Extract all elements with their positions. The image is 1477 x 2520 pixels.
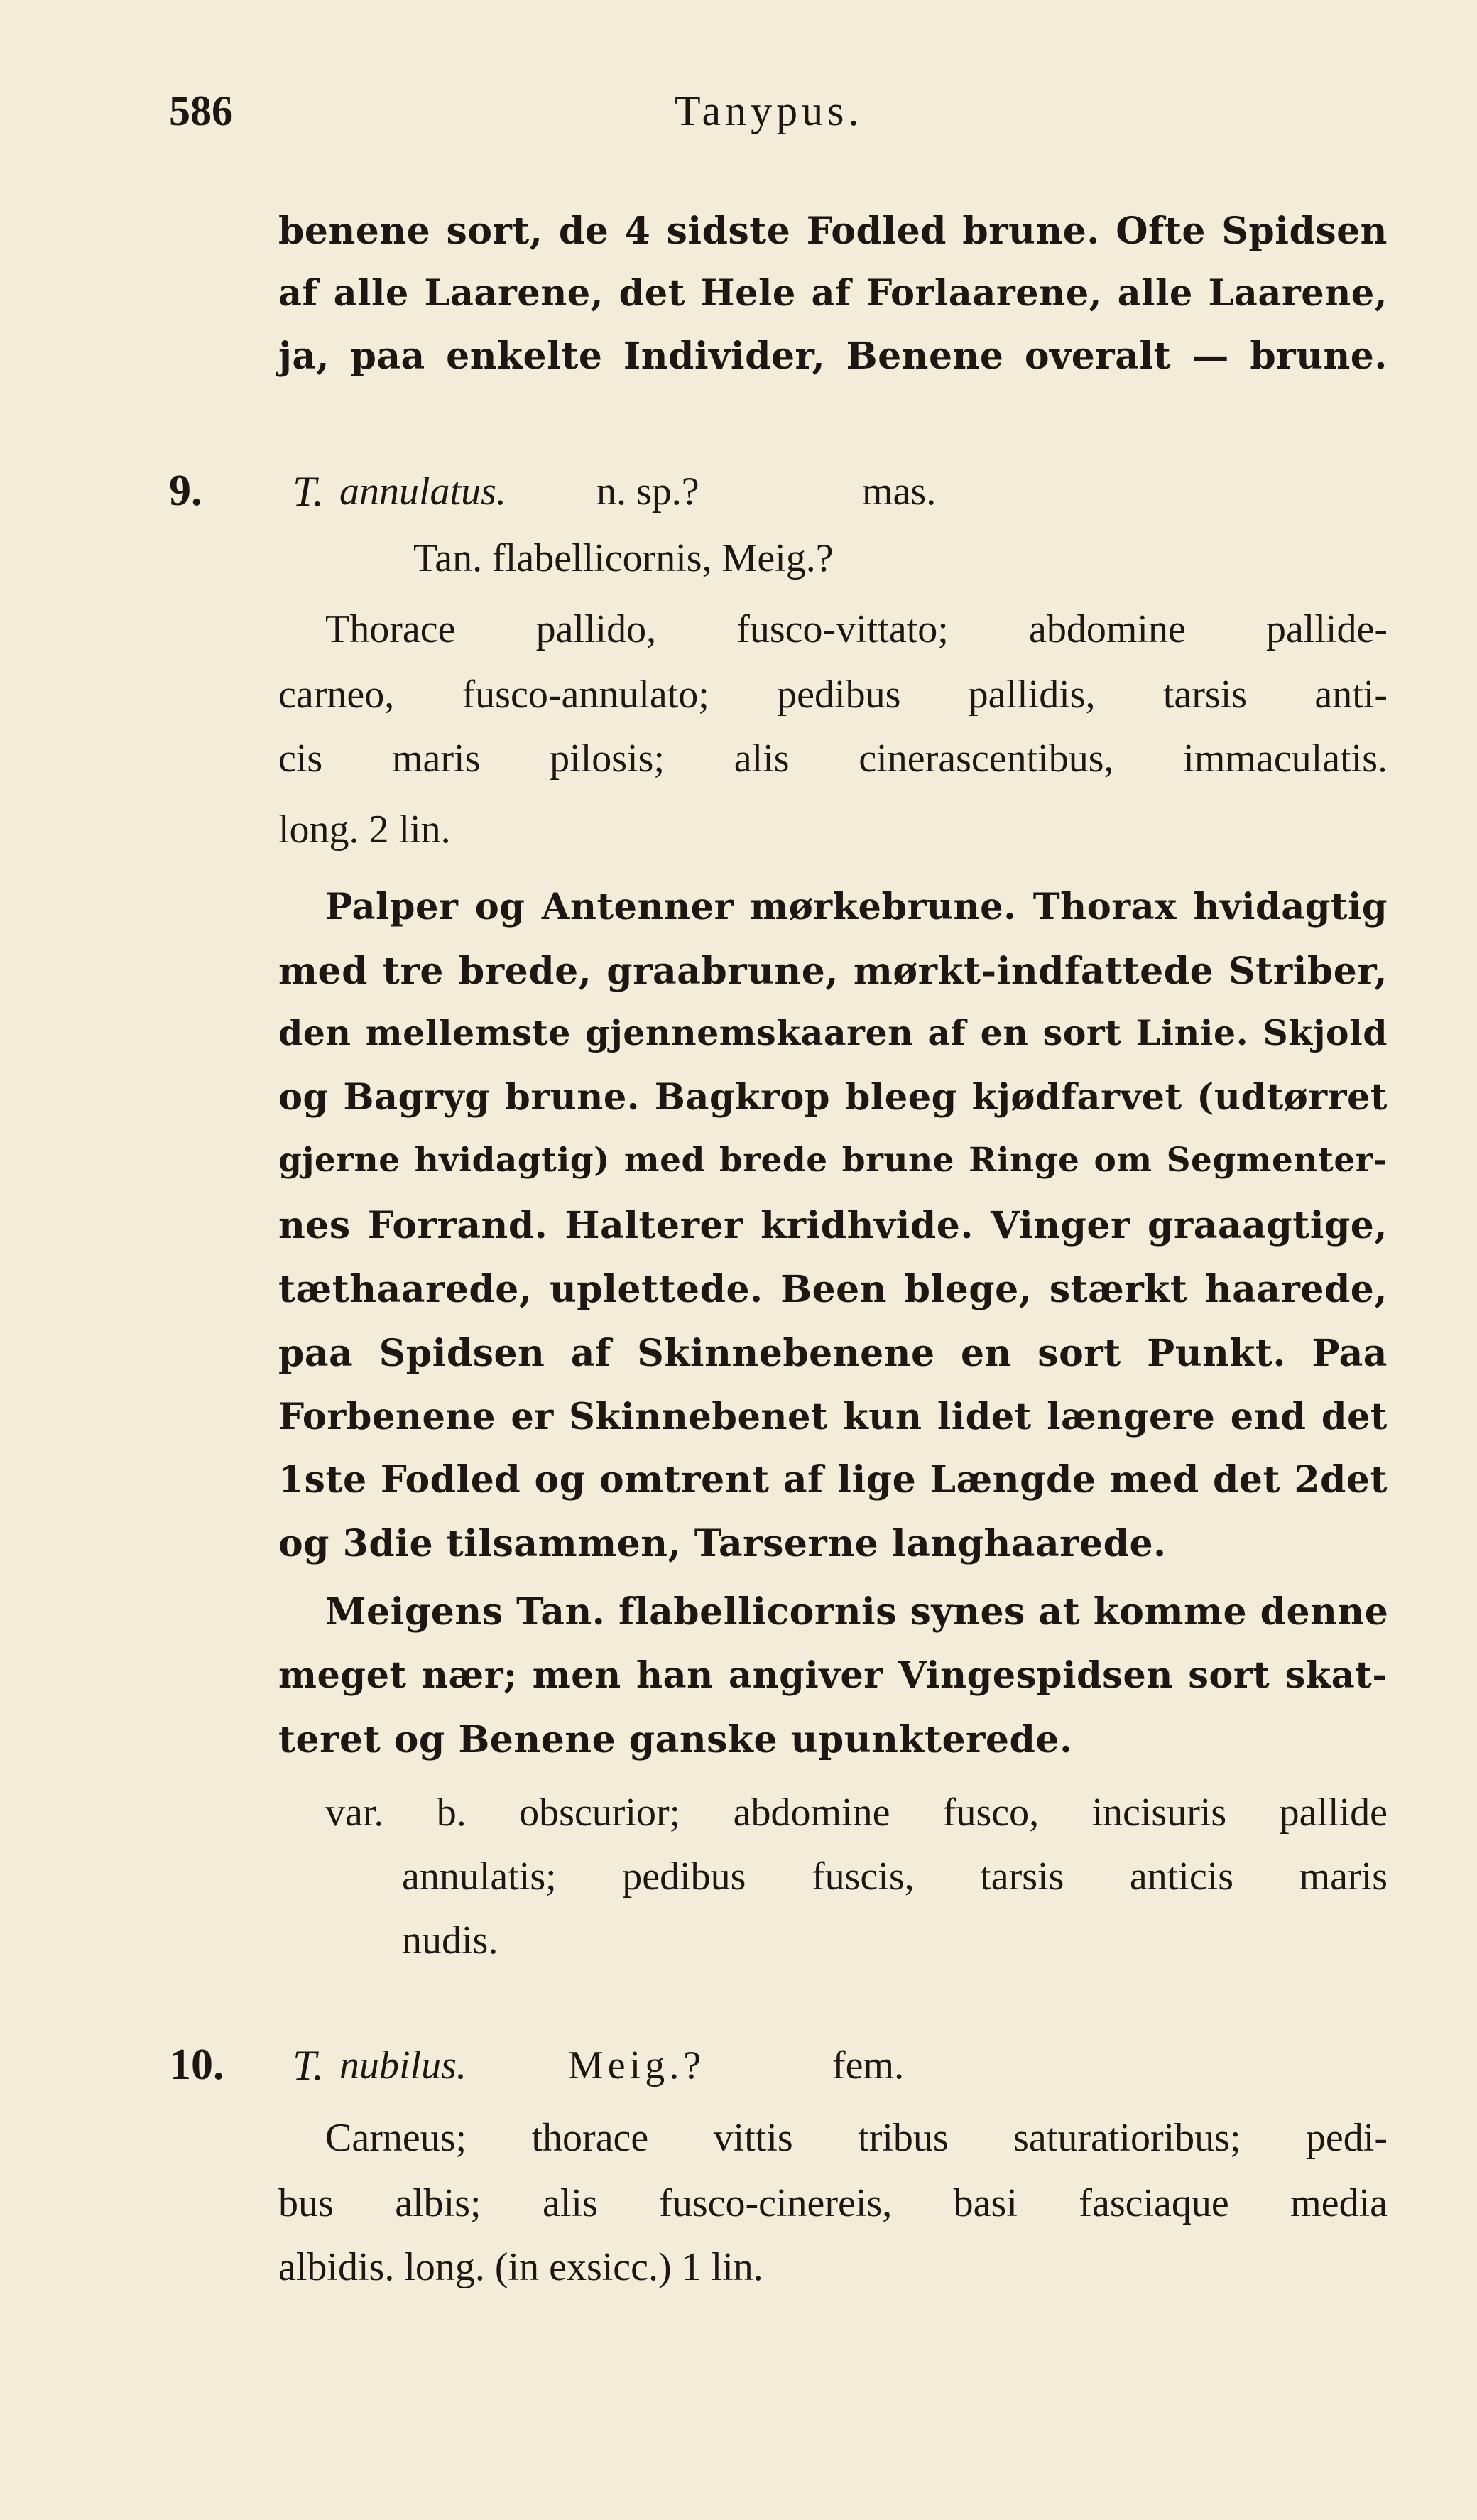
sex-label: fem. <box>832 2043 905 2087</box>
text-line: benene sort, de 4 sidste Fodled brune. Ofte Spidsen <box>278 210 1388 253</box>
sex-label: mas. <box>862 469 937 514</box>
description-line: paa Spidsen af Skinnebenene en sort Punkt. Paa <box>278 1332 1388 1375</box>
entry-number: 9. <box>169 467 202 515</box>
description-line: tæthaarede, uplettede. Been blege, stærkt haarede, <box>278 1268 1388 1311</box>
diagnosis-line: long. 2 lin. <box>278 808 451 852</box>
remark-line: meget nær; men han angiver Vingespidsen sort skat- <box>278 1654 1388 1697</box>
diagnosis-line: bus albis; alis fusco-cinereis, basi fasciaque media <box>278 2181 1388 2225</box>
description-line: Forbenene er Skinnebenet kun lidet længere end det <box>278 1396 1388 1438</box>
genus-abbrev: T. <box>293 2042 324 2089</box>
diagnosis-line: albidis. long. (in exsicc.) 1 lin. <box>278 2245 763 2289</box>
text-line: ja, paa enkelte Individer, Benene overalt — brune. <box>278 335 1388 378</box>
description-line: gjerne hvidagtig) med brede brune Ringe om Segmenter- <box>278 1141 1388 1180</box>
description-line: Palper og Antenner mørkebrune. Thorax hvidagtig <box>325 886 1388 928</box>
diagnosis-line: Thorace pallido, fusco-vittato; abdomine pallide- <box>325 607 1388 651</box>
description-line: nes Forrand. Halterer kridhvide. Vinger graaagtige, <box>278 1204 1388 1247</box>
variety-line: annulatis; pedibus fuscis, tarsis anticis maris <box>402 1854 1388 1899</box>
variety-line: nudis. <box>402 1918 498 1962</box>
description-line: og Bagryg brune. Bagkrop bleeg kjødfarvet (udtørret <box>278 1076 1388 1119</box>
diagnosis-line: carneo, fusco-annulato; pedibus pallidis, tarsis anti- <box>278 673 1388 717</box>
text-line: af alle Laarene, det Hele af Forlaarene, alle Laarene, <box>278 272 1388 315</box>
page-number: 586 <box>169 87 233 134</box>
diagnosis-line: cis maris pilosis; alis cinerascentibus, immaculatis. <box>278 737 1388 781</box>
running-title: Tanypus. <box>675 87 863 134</box>
description-line: og 3die tilsammen, Tarserne langhaarede. <box>278 1522 1167 1565</box>
description-line: 1ste Fodled og omtrent af lige Længde med det 2det <box>278 1458 1388 1501</box>
species-name: annulatus. <box>339 469 506 514</box>
variety-line: var. b. obscurior; abdomine fusco, incisuris pallide <box>325 1791 1388 1835</box>
diagnosis-line: Carneus; thorace vittis tribus saturatioribus; pedi- <box>325 2116 1388 2160</box>
species-status: n. sp.? <box>596 469 699 514</box>
species-name: nubilus. <box>339 2043 467 2087</box>
remark-line: teret og Benene ganske upunkterede. <box>278 1718 1073 1761</box>
entry-number: 10. <box>169 2041 224 2089</box>
synonym: Tan. flabellicornis, Meig.? <box>413 536 834 580</box>
remark-line: Meigens Tan. flabellicornis synes at komme denne <box>325 1590 1389 1634</box>
genus-abbrev: T. <box>293 468 324 515</box>
description-line: den mellemste gjennemskaaren af en sort Linie. Skjold <box>278 1012 1388 1053</box>
description-line: med tre brede, graabrune, mørkt-indfattede Striber, <box>278 950 1388 993</box>
species-author: Meig.? <box>568 2043 706 2087</box>
